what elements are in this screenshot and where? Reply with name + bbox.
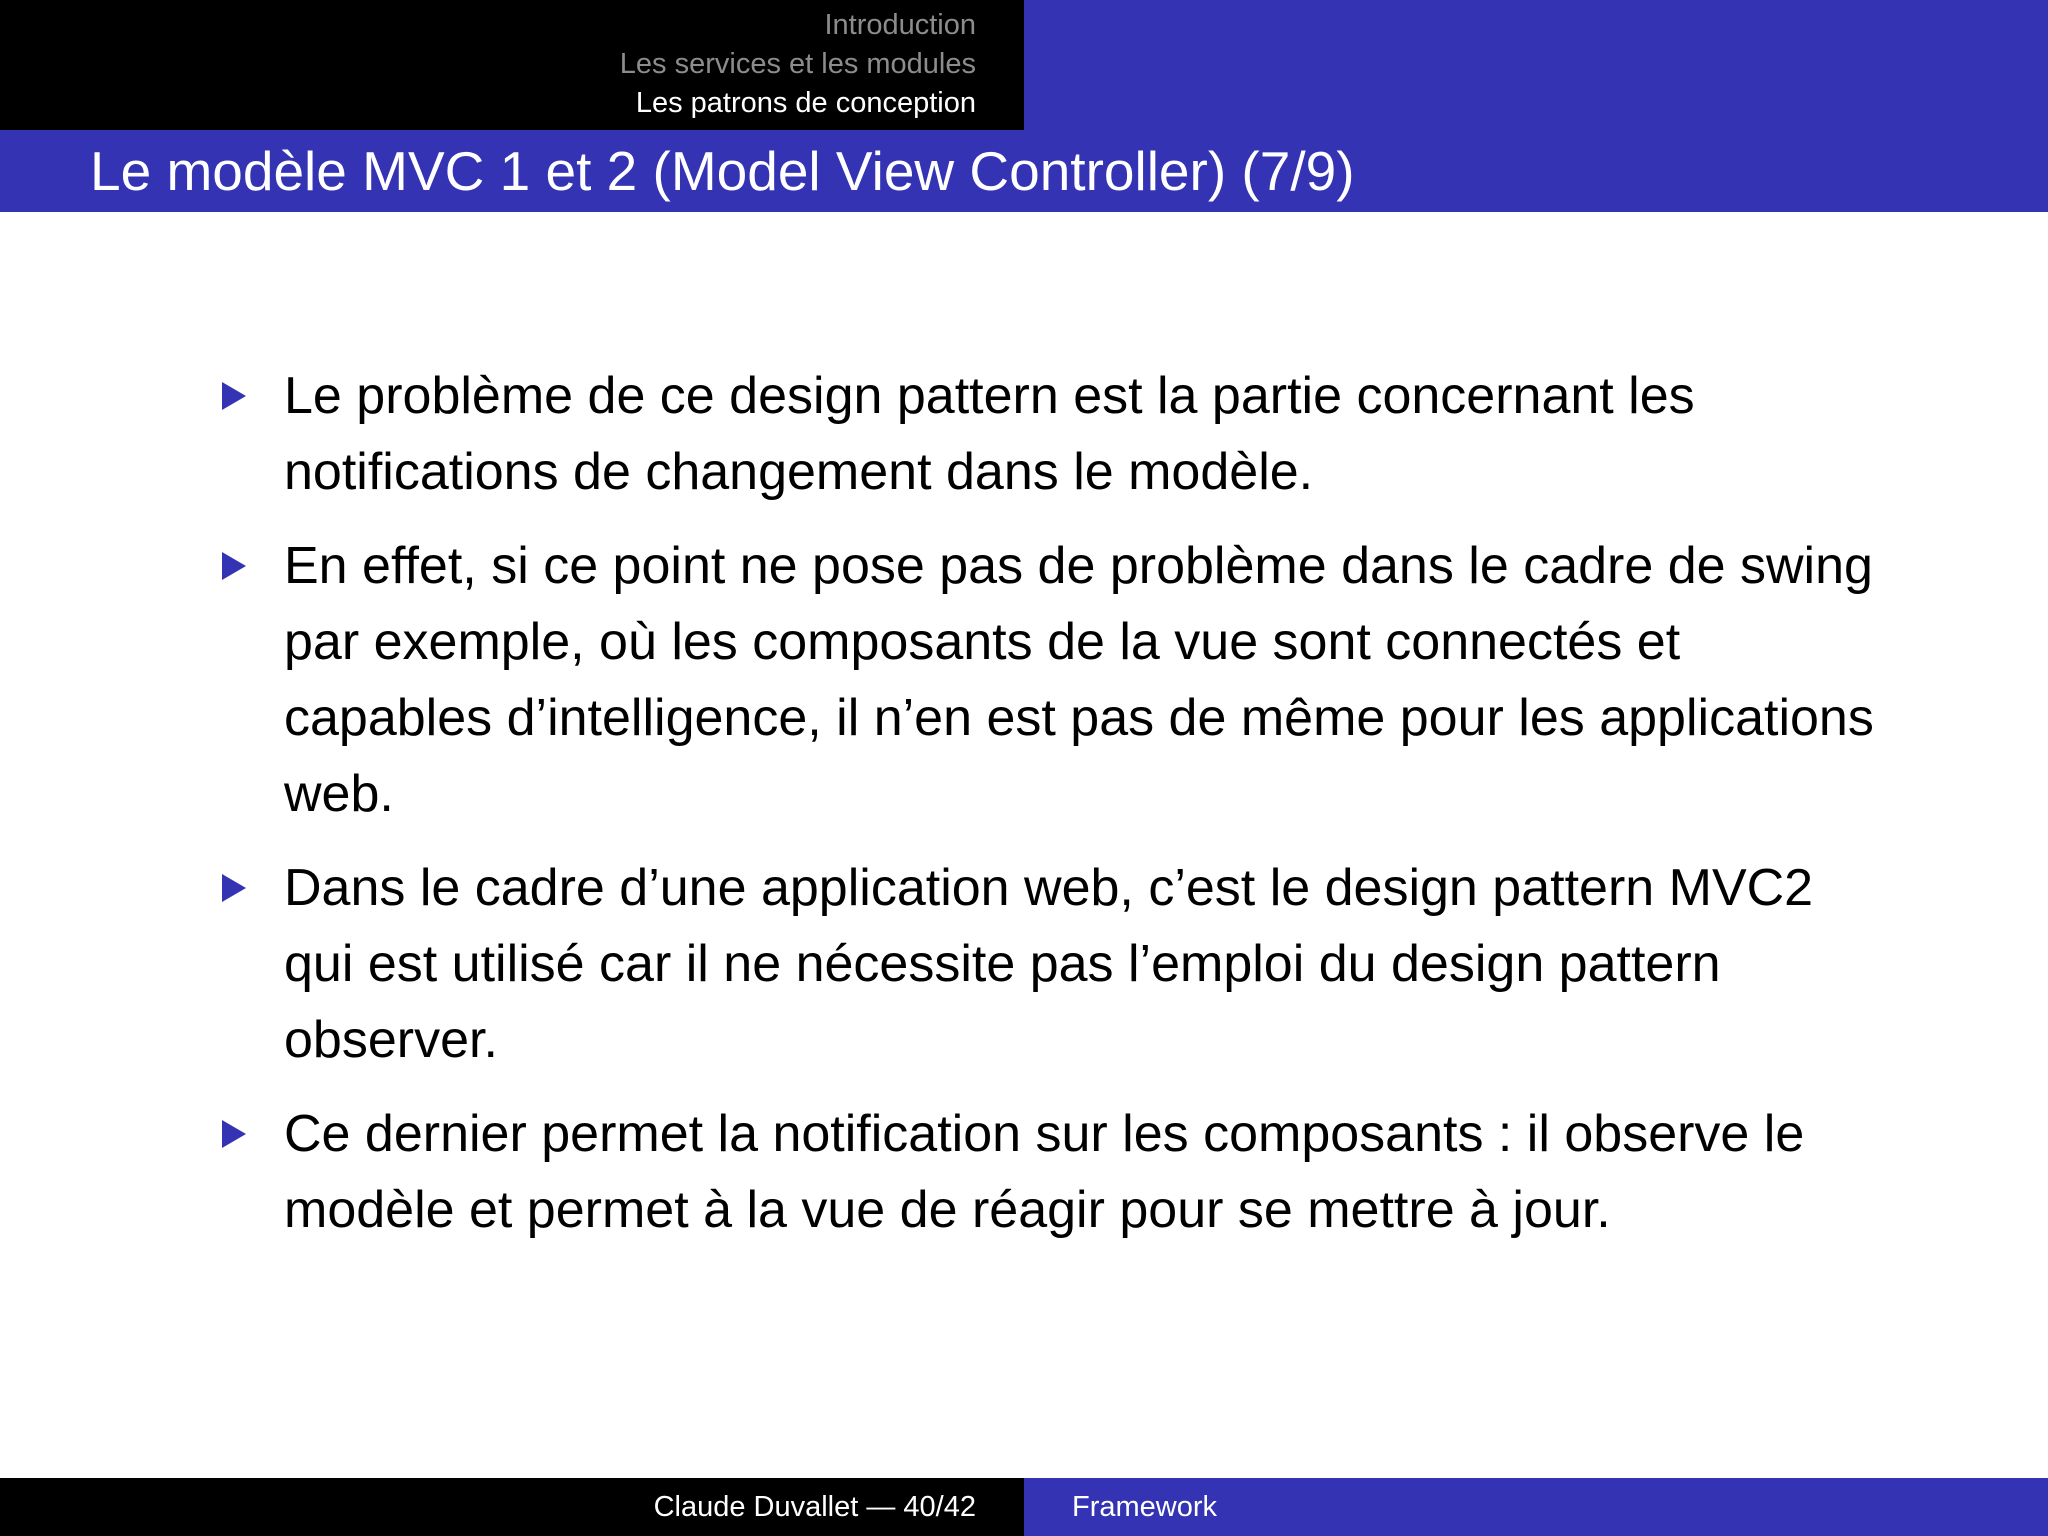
bullet-text: Ce dernier permet la notification sur les composants : il observe le modèle et permet à la vue de réagir pour se mettre à jour. [284, 1105, 1805, 1239]
bullet-text: Dans le cadre d’une application web, c’est le design pattern MVC2 qui est utilisé car il ne nécessite pas l’emploi du design pattern observer. [284, 859, 1814, 1069]
frame-title-bar [0, 130, 2048, 212]
section-link-services-modules[interactable]: Les services et les modules [619, 48, 976, 80]
footline-bar [0, 1478, 2048, 1536]
section-link-patrons-conception[interactable]: Les patrons de conception [635, 87, 976, 119]
section-link-introduction[interactable]: Introduction [824, 9, 976, 41]
slide-title: Le modèle MVC 1 et 2 (Model View Controller) (7/9) [90, 140, 1355, 202]
headline-right-panel [1024, 0, 2048, 130]
headline-bar [0, 0, 2048, 130]
triangle-bullet-icon [222, 874, 246, 902]
triangle-bullet-icon [222, 552, 246, 580]
footline-right-panel [1024, 1478, 2048, 1536]
bullet-text: En effet, si ce point ne pose pas de problème dans le cadre de swing par exemple, où les composants de la vue sont connectés et capables d’intelligence, il n’en est pas de même pour les applications web. [284, 537, 1874, 823]
slide-content [216, 358, 1896, 1266]
headline-left-panel [0, 0, 1024, 130]
bullet-text: Le problème de ce design pattern est la partie concernant les notifications de changement dans le modèle. [284, 367, 1695, 501]
footer-short-title: Framework [1072, 1491, 1218, 1523]
bullet-item [216, 358, 1896, 510]
footer-author-page: Claude Duvallet — 40/42 [653, 1491, 976, 1523]
bullet-item [216, 1096, 1896, 1248]
triangle-bullet-icon [222, 1120, 246, 1148]
footline-left-panel [0, 1478, 1024, 1536]
bullet-item [216, 528, 1896, 832]
bullet-item [216, 850, 1896, 1078]
section-navigation [620, 6, 976, 123]
triangle-bullet-icon [222, 382, 246, 410]
bullet-list [216, 358, 1896, 1248]
